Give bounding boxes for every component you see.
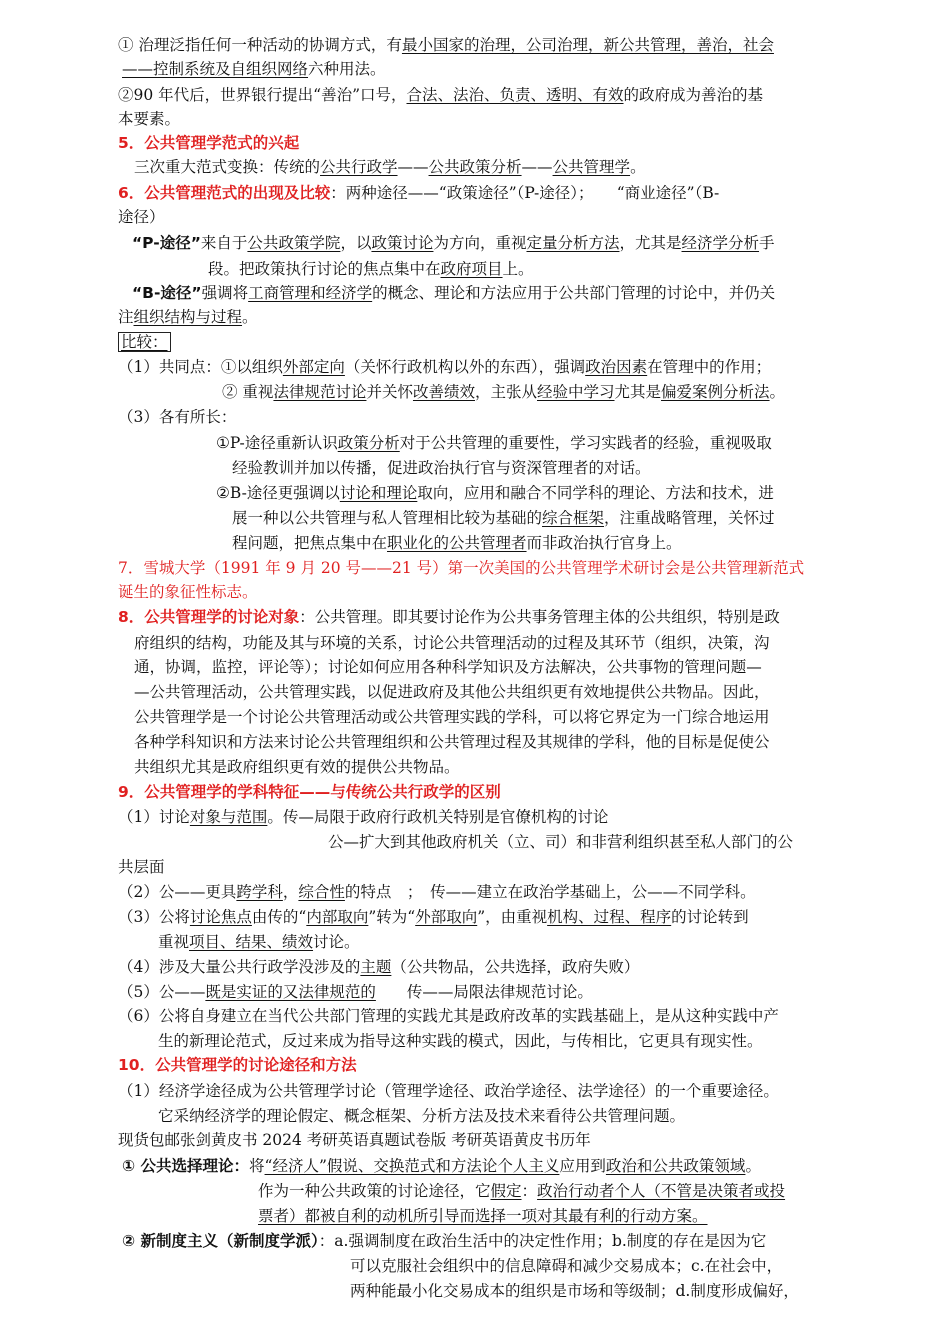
underlined-text: 合法、法治、负责、透明、有效: [406, 86, 624, 104]
text: ，尤其是: [619, 234, 682, 252]
b-strength-line-2: [232, 507, 775, 529]
paragraph-line: 府组织的结构，功能及其与环境的关系，讨论公共管理活动的过程及其环节（组织，决策，沟: [134, 634, 770, 652]
text: ——: [397, 158, 429, 176]
underlined-text: 经验中学习: [537, 383, 615, 401]
text: （5）公——: [118, 983, 206, 1001]
text: ——: [521, 158, 553, 176]
underlined-text: 经济学分析: [681, 234, 760, 252]
heading-10: 10．公共管理学的讨论途径和方法: [118, 1056, 357, 1074]
new-institutionalism-line-2: 可以克服社会组织中的信息障碍和减少交易成本；c.在社会中，: [350, 1257, 783, 1275]
feature-4-line: [118, 956, 639, 978]
underlined-text: 项目、结果、绩效: [189, 933, 314, 951]
feature-1-line-2: 公—扩大到其他政府机关（立、司）和非营利组织甚至私人部门的公: [328, 833, 794, 851]
underlined-text: ——控制系统及自组织网络: [122, 60, 309, 78]
text: 程问题，把焦点集中在: [232, 534, 388, 552]
governance-usage-line-2: [122, 58, 386, 80]
underlined-text: 讨论焦点: [189, 908, 252, 926]
underlined-text: 综合框架: [542, 509, 605, 527]
b-approach-line: [132, 282, 775, 304]
text: 。: [242, 308, 258, 326]
text: 六种用法。: [308, 60, 386, 78]
text: ① 治理泛指任何一种活动的协调方式，有: [118, 36, 402, 54]
underlined-text: 主题: [360, 958, 392, 976]
p-strength-line-2: 经验教训并加以传播，促进政治执行官与资深管理者的对话。: [232, 459, 651, 477]
underlined-text: 外部定向: [282, 358, 345, 376]
heading-9: 9．公共管理学的学科特征——与传统公共行政学的区别: [118, 783, 501, 801]
paradigm-shift-line: [134, 156, 646, 178]
underlined-text: 公共管理学: [552, 158, 631, 176]
text: ①P-途径重新认识: [216, 434, 338, 452]
text: 。: [745, 1157, 761, 1175]
text: ：两种途径——“政策途径”（P-途径）； “商业途径”（B-: [330, 184, 720, 202]
b-strength-line-3: [232, 532, 682, 554]
feature-6-line: （6）公将自身建立在当代公共部门管理的实践尤其是政府改革的实践基础上，是从这种实践中产: [118, 1007, 779, 1025]
underlined-text: 政策分析: [337, 434, 400, 452]
bold-term: “B-途径”: [132, 284, 202, 302]
feature-3-line: [118, 906, 749, 928]
heading-6-line-2: 途径）: [118, 208, 165, 226]
text: （关怀行政机构以外的东西），强调: [344, 358, 586, 376]
text: 展一种以公共管理与私人管理相比较为基础的: [232, 509, 543, 527]
text: 。: [630, 158, 646, 176]
heading-6-line: [118, 182, 719, 204]
underlined-text: 定量分析方法: [526, 234, 620, 252]
strengths-line: （3）各有所长：: [118, 408, 237, 426]
public-choice-line-2: [258, 1180, 785, 1202]
text: 的特点 ； 传——建立在政治学基础上，公——不同学科。: [344, 883, 756, 901]
text: 的概念、理论和方法应用于公共部门管理的讨论中，并仍关: [372, 284, 776, 302]
text: 段。把政策执行讨论的焦点集中在: [208, 260, 441, 278]
heading-8: 8．公共管理学的讨论对象: [118, 608, 300, 626]
underlined-text: 票者）都被自利的动机所引导而选择一项对其最有利的行动方案。: [258, 1207, 708, 1225]
text: 在管理中的作用；: [647, 358, 772, 376]
common-points-line: [118, 356, 771, 378]
text: 对于公共管理的重要性，学习实践者的经验，重视吸取: [399, 434, 772, 452]
feature-2-line: [118, 881, 756, 903]
text: ：a.强调制度在政治生活中的决定性作用；b.制度的存在是因为它: [318, 1232, 767, 1250]
underlined-text: 政府项目: [440, 260, 503, 278]
bold-term: ① 公共选择理论：: [122, 1157, 250, 1175]
p-strength-line: [216, 432, 772, 454]
text: ，以: [340, 234, 372, 252]
paragraph-line: 公共管理学是一个讨论公共管理活动或公共管理实践的学科，可以将它界定为一门综合地运用: [134, 708, 770, 726]
text: 而非政治执行官身上。: [526, 534, 682, 552]
underlined-text: 综合性: [298, 883, 345, 901]
underlined-text: 法律规范讨论: [273, 383, 367, 401]
text: 强调将: [201, 284, 249, 302]
feature-1-line-3: 共层面: [118, 858, 165, 876]
text: 的讨论转到: [671, 908, 749, 926]
text: 上。: [502, 260, 534, 278]
b-strength-line: [216, 482, 774, 504]
text: ”，由重视: [477, 908, 548, 926]
text: 并关怀: [366, 383, 413, 401]
underlined-text: 改善绩效: [412, 383, 475, 401]
good-governance-line: [118, 84, 763, 106]
heading-7-line-2: 诞生的象征性标志。: [118, 583, 258, 601]
paragraph-line: —公共管理活动，公共管理实践，以促进政府及其他公共组织更有效地提供公共物品。因此，: [134, 683, 770, 701]
text: ，主张从: [474, 383, 537, 401]
underlined-text: 政治行动者个人（不管是决策者或投: [537, 1182, 786, 1200]
p-approach-line: [132, 232, 775, 254]
underlined-text: 机构、过程、程序: [547, 908, 672, 926]
text: 。传—局限于政府行政机关特别是官僚机构的讨论: [267, 808, 609, 826]
text: 取向，应用和融合不同学科的理论、方法和技术，进: [417, 484, 774, 502]
text: 来自于: [200, 234, 248, 252]
underlined-text: 公共政策分析: [428, 158, 522, 176]
text: ②B-途径更强调以: [216, 484, 340, 502]
bold-term: ② 新制度主义（新制度学派）: [122, 1232, 319, 1250]
text: （2）公——更具: [118, 883, 237, 901]
underlined-text: 政策讨论: [371, 234, 434, 252]
public-choice-line: [122, 1155, 761, 1177]
text: ：: [521, 1182, 538, 1200]
comparison-label: [118, 331, 171, 353]
feature-1-line: [118, 806, 608, 828]
governance-usage-line: [118, 34, 774, 56]
underlined-text: 公共政策学院: [247, 234, 341, 252]
underlined-text: 偏爱案例分析法: [661, 383, 770, 401]
text: 作为一种公共政策的讨论途径，它: [258, 1182, 491, 1200]
text: ② 重视: [222, 383, 274, 401]
text: 讨论。: [313, 933, 360, 951]
heading-6: 6．公共管理范式的出现及比较: [118, 184, 331, 202]
text: 由传的“: [251, 908, 307, 926]
underlined-text: 外部取向: [415, 908, 478, 926]
method-line-2: 它采纳经济学的理论假定、概念框架、分析方法及技术来看待公共管理问题。: [158, 1107, 686, 1125]
underlined-text: 假定: [490, 1182, 522, 1200]
heading-5: 5．公共管理学范式的兴起: [118, 134, 300, 152]
good-governance-line-2: 本要素。: [118, 110, 181, 128]
b-approach-line-2: [118, 306, 258, 328]
text: 将: [249, 1157, 265, 1175]
new-institutionalism-line-3: 两种能最小化交易成本的组织是市场和等级制；d.制度形成偏好，: [350, 1282, 799, 1300]
text: 传——局限法律规范讨论。: [375, 983, 593, 1001]
p-approach-line-2: [208, 258, 534, 280]
text: 。: [769, 383, 786, 401]
text: ，注重战略管理，关怀过: [604, 509, 775, 527]
text: 手: [759, 234, 775, 252]
common-points-line-2: [222, 381, 785, 403]
heading-8-line: [118, 606, 780, 628]
text: 尤其是: [614, 383, 662, 401]
underlined-text: 既是实证的又法律规范的: [205, 983, 376, 1001]
underlined-text: 政治和公共政策领域: [605, 1157, 746, 1175]
text: （4）涉及大量公共行政学没涉及的: [118, 958, 361, 976]
underlined-text: 跨学科: [236, 883, 283, 901]
text: （3）公将: [118, 908, 190, 926]
text: 重视: [158, 933, 190, 951]
text: （公共物品，公共选择，政府失败）: [391, 958, 640, 976]
underlined-text: “经济人”假说、交换范式和方法论个人主义: [264, 1157, 560, 1175]
underlined-text: 对象与范围: [189, 808, 268, 826]
method-line: （1）经济学途径成为公共管理学讨论（管理学途径、政治学途径、法学途径）的一个重要途径。: [118, 1082, 779, 1100]
text: 注: [118, 308, 134, 326]
underlined-text: 工商管理和经济学: [248, 284, 373, 302]
bold-term: “P-途径”: [132, 234, 201, 252]
public-choice-line-3: [258, 1205, 708, 1227]
text: （1）讨论: [118, 808, 190, 826]
text: 的政府成为善治的基: [623, 86, 764, 104]
underlined-text: 讨论和理论: [339, 484, 418, 502]
ad-text: 现货包邮张剑黄皮书 2024 考研英语真题试卷版 考研英语黄皮书历年: [118, 1131, 591, 1149]
boxed-label: 比较：: [118, 332, 171, 352]
text: （1）共同点：①以组织: [118, 358, 283, 376]
text: 为方向，重视: [433, 234, 527, 252]
underlined-text: 内部取向: [306, 908, 369, 926]
paragraph-line: 各种学科知识和方法来讨论公共管理组织和公共管理过程及其规律的学科，他的目标是促使公: [134, 733, 770, 751]
underlined-text: 组织结构与过程: [133, 308, 243, 326]
feature-5-line: [118, 981, 593, 1003]
text: ，: [282, 883, 299, 901]
text: 应用到: [559, 1157, 606, 1175]
paragraph-line: 通，协调，监控，评论等）；讨论如何应用各种科学知识及方法解决，公共事物的管理问题—: [134, 658, 762, 676]
feature-3-line-2: [158, 931, 360, 953]
underlined-text: 公共行政学: [320, 158, 398, 176]
text: 三次重大范式变换：传统的: [134, 158, 321, 176]
new-institutionalism-line: [122, 1230, 766, 1252]
heading-7: 7．雪城大学（1991 年 9 月 20 号——21 号）第一次美国的公共管理学术研讨会是公共管理新范式: [118, 559, 805, 577]
paragraph-line: 共组织尤其是政府组织更有效的提供公共物品。: [134, 758, 460, 776]
underlined-text: 政治因素: [585, 358, 648, 376]
underlined-text: 最小国家的治理，公司治理，新公共管理，善治，社会: [401, 36, 774, 54]
underlined-text: 职业化的公共管理者: [387, 534, 527, 552]
text: ②90 年代后，世界银行提出“善治”口号，: [118, 86, 407, 104]
text: ”转为“: [368, 908, 416, 926]
text: ：公共管理。即其要讨论作为公共事务管理主体的公共组织，特别是政: [299, 608, 780, 626]
feature-6-line-2: 生的新理论范式，反过来成为指导这种实践的模式，因此，与传相比，它更具有现实性。: [158, 1032, 763, 1050]
